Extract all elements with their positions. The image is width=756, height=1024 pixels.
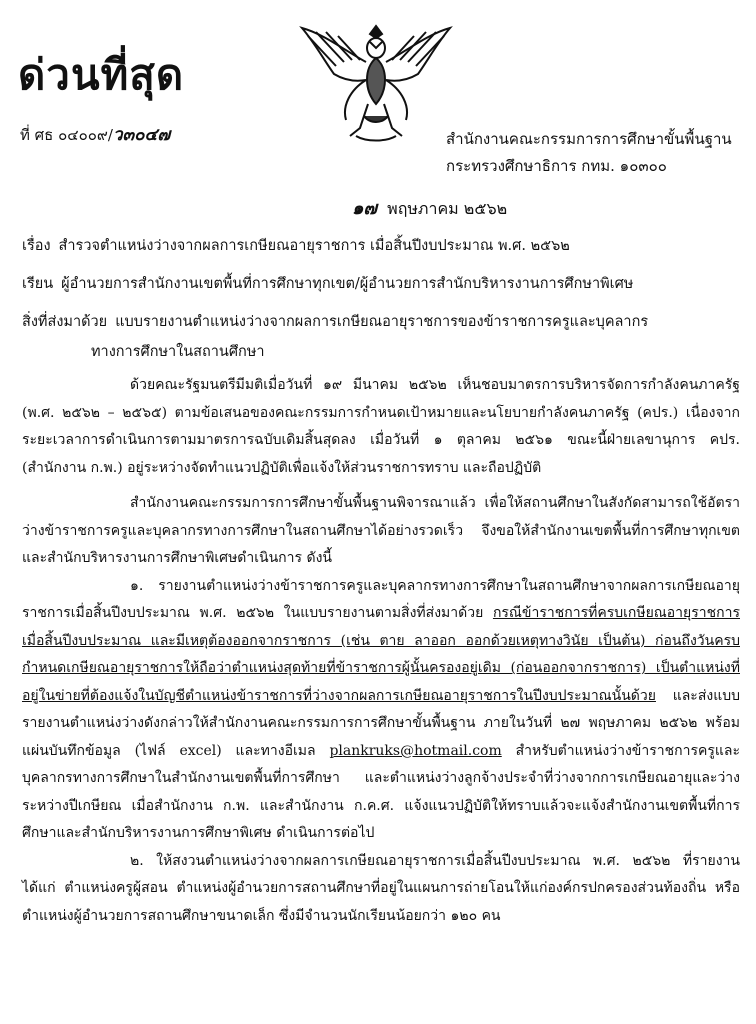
item-1-text-c: สำหรับตำแหน่งว่างข้าราชการครูและบุคลากรทางการศึกษาในสำนักงานเขตพื้นที่การศึกษา และตำแหน่งว่างลูกจ้างประจำที่ว่างจากการเกษียณอายุและว่างระหว่างปีเกษียณ เมื่อสำนักงาน ก.พ. และสำนักงาน ก.ค.ศ. แจ้งแนวปฏิบัติให้ทราบแล้วจะแจ้งสำนักงานเขตพื้นที่การศึกษาและสำนักบริหารงานการศึกษาพิเศษ ดำเนินการต่อไป — [22, 742, 740, 841]
reference-number — [20, 121, 170, 148]
recipient-line — [22, 272, 633, 295]
attachment-line — [22, 310, 648, 333]
attachment-label: สิ่งที่ส่งมาด้วย — [22, 314, 108, 330]
memo-body — [22, 372, 740, 930]
agency-name: สำนักงานคณะกรรมการการศึกษาขั้นพื้นฐาน — [446, 130, 732, 148]
email-link[interactable]: plankruks@hotmail.com — [329, 742, 502, 759]
recipient-label: เรียน — [22, 276, 54, 292]
item-1 — [22, 573, 740, 848]
date-month-year: พฤษภาคม ๒๕๖๒ — [387, 199, 508, 218]
item-1-text-a: ๑. รายงานตำแหน่งว่างข้าราชการครูและบุคลากรทางการศึกษาในสถานศึกษาจากผลการเกษียณอายุราชการเมื่อสิ้นปีงบประมาณ พ.ศ. ๒๕๖๒ ในแบบรายงานตามสิ่งที่ส่งมาด้วย — [22, 577, 740, 621]
paragraph-2: สำนักงานคณะกรรมการการศึกษาขั้นพื้นฐานพิจารณาแล้ว เพื่อให้สถานศึกษาในสังกัดสามารถใช้อัตราว่างข้าราชการครูและบุคลากรทางการศึกษาในสถานศึกษาได้อย่างรวดเร็ว จึงขอให้สำนักงานเขตพื้นที่การศึกษาทุกเขตและสำนักบริหารงานการศึกษาพิเศษดำเนินการ ดังนี้ — [22, 495, 740, 566]
recipient-text: ผู้อำนวยการสำนักงานเขตพื้นที่การศึกษาทุกเขต/ผู้อำนวยการสำนักบริหารงานการศึกษาพิเศษ — [61, 276, 634, 292]
issuing-agency — [446, 126, 732, 180]
urgency-stamp: ด่วนที่สุด — [18, 50, 185, 99]
garuda-emblem-icon — [294, 20, 458, 144]
agency-address: กระทรวงศึกษาธิการ กทม. ๑๐๓๐๐ — [446, 157, 667, 175]
subject-text: สำรวจตำแหน่งว่างจากผลการเกษียณอายุราชการ เมื่อสิ้นปีงบประมาณ พ.ศ. ๒๕๖๒ — [58, 238, 570, 254]
subject-line — [22, 234, 570, 257]
item-1-text-b: และส่งแบบรายงานตำแหน่งว่างดังกล่าวให้สำนักงานคณะกรรมการการศึกษาขั้นพื้นฐาน ภายในวันที่ ๒๗ พฤษภาคม ๒๕๖๒ พร้อมแผ่นบันทึกข้อมูล (ไฟล์ excel) และทางอีเมล — [22, 687, 740, 759]
date-day: ๑๗ — [352, 198, 377, 219]
attachment-text-2: ทางการศึกษาในสถานศึกษา — [91, 344, 265, 360]
memo-date — [352, 193, 507, 222]
reference-handwritten-number: ว๓๐๔๗ — [112, 125, 171, 145]
item-1-underlined-text: กรณีข้าราชการที่ครบเกษียณอายุราชการเมื่อสิ้นปีงบประมาณ และมีเหตุต้องออกจากราชการ (เช่น ตาย ลาออก ออกด้วยเหตุทางวินัย เป็นต้น) ก่อนถึงวันครบกำหนดเกษียณอายุราชการให้ถือว่าตำแหน่งสุดท้ายที่ข้าราชการผู้นั้นครองอยู่เดิม (ก่อนออกจากราชการ) เป็นตำแหน่งที่อยู่ในข่ายที่ต้องแจ้งในบัญชีตำแหน่งข้าราชการที่ว่างจากผลการเกษียณอายุราชการในปีงบประมาณนั้นด้วย — [22, 605, 740, 704]
attachment-text-1: แบบรายงานตำแหน่งว่างจากผลการเกษียณอายุราชการของข้าราชการครูและบุคลากร — [115, 314, 649, 330]
subject-label: เรื่อง — [22, 238, 51, 254]
reference-prefix: ที่ ศธ ๐๔๐๐๙/ — [20, 126, 113, 144]
paragraph-1: ด้วยคณะรัฐมนตรีมีมติเมื่อวันที่ ๑๙ มีนาคม ๒๕๖๒ เห็นชอบมาตรการบริหารจัดการกำลังคนภาครัฐ (พ.ศ. ๒๕๖๒ – ๒๕๖๕) ตามข้อเสนอของคณะกรรมการกำหนดเป้าหมายและนโยบายกำลังคนภาครัฐ (คปร.) เนื่องจากระยะเวลาการดำเนินการตามมาตรการฉบับเดิมสิ้นสุดลง เมื่อวันที่ ๑ ตุลาคม ๒๕๖๑ ขณะนี้ฝ่ายเลขานุการ คปร. (สำนักงาน ก.พ.) อยู่ระหว่างจัดทำแนวปฏิบัติเพื่อแจ้งให้ส่วนราชการทราบ และถือปฏิบัติ — [22, 377, 740, 476]
item-2: ๒. ให้สงวนตำแหน่งว่างจากผลการเกษียณอายุราชการเมื่อสิ้นปีงบประมาณ พ.ศ. ๒๕๖๒ ที่รายงาน ได้แก่ ตำแหน่งครูผู้สอน ตำแหน่งผู้อำนวยการสถานศึกษาที่อยู่ในแผนการถ่ายโอนให้แก่องค์กรปกครองส่วนท้องถิ่น หรือตำแหน่งผู้อำนวยการสถานศึกษาขนาดเล็ก ซึ่งมีจำนวนนักเรียนน้อยกว่า ๑๒๐ คน — [22, 852, 740, 924]
